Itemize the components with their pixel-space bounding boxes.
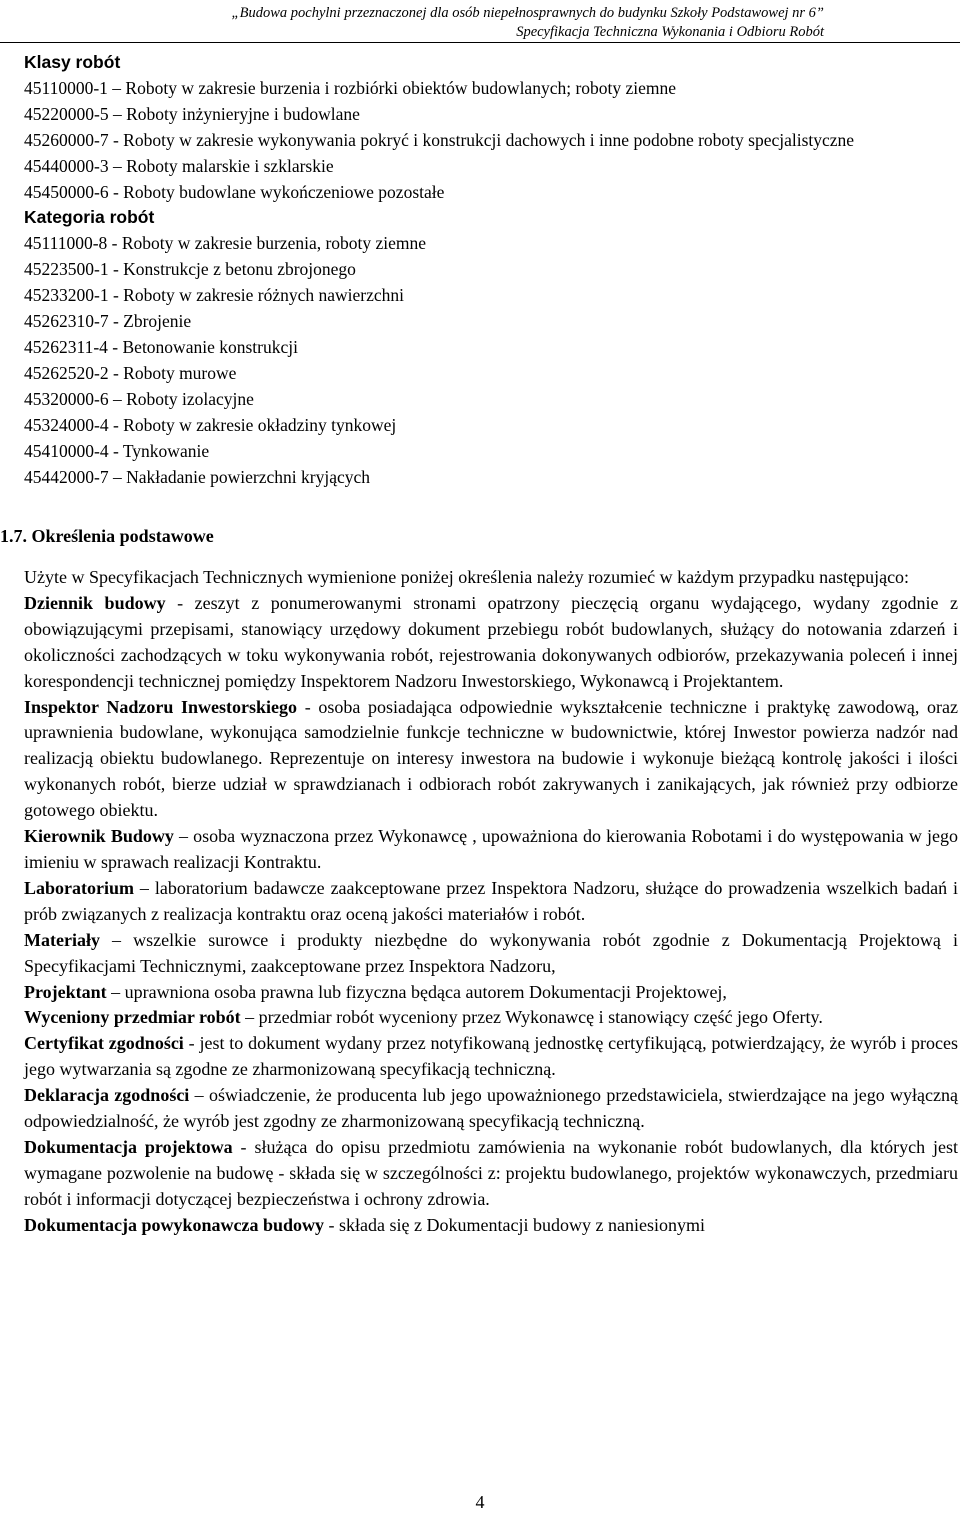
definition-text: – osoba wyznaczona przez Wykonawcę , upoważniona do kierowania Robotami i do występowania w jego imieniu w sprawach realizacji Kontraktu. (24, 826, 959, 872)
classes-heading: Klasy robót (24, 52, 121, 72)
definition-term: Certyfikat zgodności (24, 1033, 184, 1054)
definition-item (24, 591, 958, 695)
category-item: 45111000-8 - Roboty w zakresie burzenia, roboty ziemne (24, 233, 427, 254)
definition-item (24, 1005, 958, 1031)
definition-text: – przedmiar robót wyceniony przez Wykonawcę i stanowiący część jego Oferty. (240, 1007, 823, 1028)
definition-item (24, 1213, 958, 1239)
definition-text: – uprawniona osoba prawna lub fizyczna będąca autorem Dokumentacji Projektowej, (106, 981, 727, 1002)
category-item: 45320000-6 – Roboty izolacyjne (24, 388, 254, 409)
definition-item (24, 695, 958, 825)
category-item: 45262310-7 - Zbrojenie (24, 311, 192, 332)
definition-item (24, 824, 958, 876)
section-intro: Użyte w Specyfikacjach Technicznych wymienione poniżej określenia należy rozumieć w każdym przypadku następująco: (24, 567, 910, 587)
definition-item (24, 1031, 958, 1083)
class-item: 45110000-1 – Roboty w zakresie burzenia i rozbiórki obiektów budowlanych; roboty ziemne (24, 77, 677, 98)
definitions-section (24, 565, 958, 1239)
definition-term: Wyceniony przedmiar robót (24, 1007, 241, 1028)
category-item: 45262520-2 - Roboty murowe (24, 362, 237, 383)
definition-text: - służąca do opisu przedmiotu zamówienia na wykonanie robót budowlanych, dla których jest wymagane pozwolenie na budowę - składa się w szczególności z: projektu budowlanego, projektów wykonawczych, przedmiaru robót i informacji dotyczącej bezpieczeństwa i ochrony zdrowia. (24, 1136, 959, 1209)
definition-item (24, 876, 958, 928)
page-number: 4 (475, 1492, 485, 1512)
definition-term: Dokumentacja powykonawcza budowy (24, 1214, 325, 1235)
definition-text: – oświadczenie, że producenta lub jego upoważnionego przedstawiciela, stwierdzające na jego wyłączną odpowiedzialność, że wyrób jest zgodny ze zharmonizowaną specyfikacją techniczną. (24, 1085, 959, 1132)
definition-term: Projektant (24, 981, 107, 1002)
definition-text: – laboratorium badawcze zaakceptowane przez Inspektora Nadzoru, służące do prowadzenia wszelkich badań i prób związanych z realizacja kontraktu oraz oceną jakości materiałów i robót. (24, 877, 958, 924)
definition-item (24, 980, 958, 1006)
header-divider (0, 42, 960, 43)
section-title: 1.7. Określenia podstawowe (0, 526, 214, 546)
definition-term: Deklaracja zgodności (24, 1085, 190, 1106)
definition-term: Dziennik budowy (24, 592, 166, 613)
class-item: 45440000-3 – Roboty malarskie i szklarskie (24, 155, 334, 176)
definition-term: Dokumentacja projektowa (24, 1136, 233, 1157)
definition-item (24, 1135, 958, 1213)
category-item: 45223500-1 - Konstrukcje z betonu zbrojonego (24, 259, 356, 280)
header-document-title: Specyfikacja Techniczna Wykonania i Odbioru Robót (516, 24, 824, 40)
definition-term: Laboratorium (24, 877, 134, 898)
definition-text: – wszelkie surowce i produkty niezbędne do wykonywania robót zgodnie z Dokumentacją Projektową i Specyfikacjami Technicznymi, zaakceptowane przez Inspektora Nadzoru, (24, 929, 958, 976)
header-project-title: „Budowa pochylni przeznaczonej dla osób niepełnosprawnych do budynku Szkoły Podstawowej nr 6” (231, 5, 824, 21)
page-header (24, 4, 824, 42)
definition-text: - składa się z Dokumentacji budowy z naniesionymi (324, 1214, 705, 1235)
definition-item (24, 928, 958, 980)
class-item: 45450000-6 - Roboty budowlane wykończeniowe pozostałe (24, 181, 445, 202)
category-item: 45324000-4 - Roboty w zakresie okładziny tynkowej (24, 414, 397, 435)
definition-item (24, 1083, 958, 1135)
category-item: 45233200-1 - Roboty w zakresie różnych nawierzchni (24, 285, 405, 306)
classification-section (24, 50, 958, 490)
class-item: 45220000-5 – Roboty inżynieryjne i budowlane (24, 103, 360, 124)
category-item: 45410000-4 - Tynkowanie (24, 440, 210, 461)
definition-text: - osoba posiadająca odpowiednie wykształcenie techniczne i praktykę zawodową, oraz uprawnienia budowlane, wykonująca samodzielnie funkcje techniczne w budownictwie, której Inwestor powierza nadzór nad realizacją obiektu budowlanego. Reprezentuje on interesy inwestora na budowie i wykonuje bieżącą kontrolę jakości i ilości wykonanych robót, bierze udział w sprawdzianach i odbiorach robót zakrywanych i zanikających, jak również przy odbiorze gotowego obiektu. (24, 696, 958, 821)
class-item: 45260000-7 - Roboty w zakresie wykonywania pokryć i konstrukcji dachowych i inne podobne roboty specjalistyczne (24, 129, 855, 150)
definition-text: - jest to dokument wydany przez notyfikowaną jednostkę certyfikującą, potwierdzający, że wyrób i proces jego wytwarzania są zgodne ze zharmonizowaną specyfikacją techniczną. (24, 1033, 958, 1080)
definition-term: Kierownik Budowy (24, 826, 174, 847)
category-item: 45262311-4 - Betonowanie konstrukcji (24, 336, 298, 357)
category-item: 45442000-7 – Nakładanie powierzchni kryjących (24, 466, 370, 487)
definition-text: - zeszyt z ponumerowanymi stronami opatrzony pieczęcią organu wydającego, wydany zgodnie z obowiązującymi przepisami, stanowiący urzędowy dokument przebiegu robót budowlanych, służący do notowania zdarzeń i okoliczności zachodzących w toku wykonywania robót, rejestrowania dokonywanych odbiorów, przekazywania poleceń i innej korespondencji technicznej pomiędzy Inspektorem Nadzoru Inwestorskiego, Wykonawcą i Projektantem. (24, 592, 959, 691)
categories-heading: Kategoria robót (24, 207, 155, 228)
definition-term: Inspektor Nadzoru Inwestorskiego (24, 696, 298, 717)
definition-term: Materiały (24, 929, 100, 950)
